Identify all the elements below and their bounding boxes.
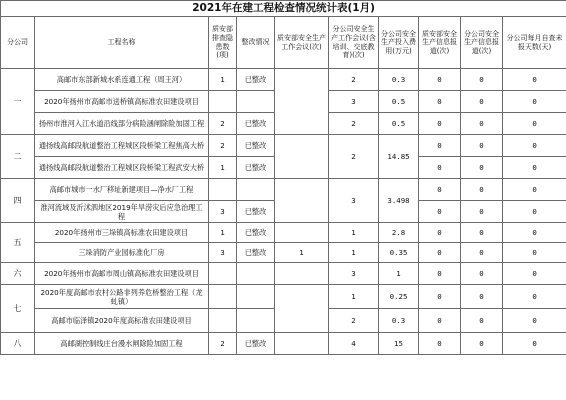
investment: 2.8 bbox=[379, 223, 419, 243]
safety-reports: 0 bbox=[419, 285, 461, 309]
rectify-status: 已整改 bbox=[237, 157, 275, 179]
project-name: 高邮湖控制线庄台漫水闸除险加固工程 bbox=[35, 333, 209, 355]
project-name: 2020年扬州市三垛镇高标准农田建设项目 bbox=[35, 223, 209, 243]
table-row bbox=[1, 135, 566, 157]
project-name: 扬州市淮河入江水道沿线部分病险涵闸除险加固工程 bbox=[35, 113, 209, 135]
investment: 1 bbox=[379, 263, 419, 285]
hazard-count bbox=[209, 91, 237, 113]
branch-meetings: 3 bbox=[329, 91, 379, 113]
project-name: 通扬线高邮段航道整治工程城区段桥梁工程焦高大桥 bbox=[35, 135, 209, 157]
hazard-count: 2 bbox=[209, 333, 237, 355]
project-name: 2020年度高邮市农村公路非列养危桥整治工程（龙虬镇） bbox=[35, 285, 209, 309]
header-investment: 分公司安全生产投入费用(万元) bbox=[379, 17, 419, 69]
branch-meetings: 3 bbox=[329, 263, 379, 285]
investment: 3.498 bbox=[379, 179, 419, 223]
branch-reports: 0 bbox=[461, 333, 503, 355]
safety-reports: 0 bbox=[419, 179, 461, 201]
investment: 15 bbox=[379, 333, 419, 355]
safety-reports: 0 bbox=[419, 263, 461, 285]
branch-reports: 0 bbox=[461, 309, 503, 333]
project-name: 三垛消防产业园标准化厂房 bbox=[35, 243, 209, 263]
hazard-count: 2 bbox=[209, 135, 237, 157]
investment: 0.3 bbox=[379, 69, 419, 91]
no-report-days: 0 bbox=[503, 333, 566, 355]
header-safety-meetings: 质安部安全生产工作会议(次) bbox=[275, 17, 329, 69]
rectify-status bbox=[237, 285, 275, 309]
investment: 0.25 bbox=[379, 285, 419, 309]
branch-meetings: 2 bbox=[329, 113, 379, 135]
no-report-days: 0 bbox=[503, 113, 566, 135]
safety-reports: 0 bbox=[419, 135, 461, 157]
branch-meetings: 1 bbox=[329, 223, 379, 243]
header-hazards: 质安部排查隐患数(项) bbox=[209, 17, 237, 69]
branch-reports: 0 bbox=[461, 223, 503, 243]
safety-meetings bbox=[275, 69, 329, 135]
header-no-report-days: 分公司每月自查未报天数(天) bbox=[503, 17, 566, 69]
hazard-count: 3 bbox=[209, 201, 237, 223]
table-row bbox=[1, 285, 566, 309]
investment: 14.85 bbox=[379, 135, 419, 179]
header-branch: 分公司 bbox=[1, 17, 35, 69]
branch-reports: 0 bbox=[461, 179, 503, 201]
project-name: 2020年扬州市高邮市周山镇高标准农田建设项目 bbox=[35, 263, 209, 285]
safety-reports: 0 bbox=[419, 91, 461, 113]
investment: 0.5 bbox=[379, 91, 419, 113]
hazard-count: 3 bbox=[209, 243, 237, 263]
table-row bbox=[1, 179, 566, 201]
branch-reports: 0 bbox=[461, 69, 503, 91]
table-row bbox=[1, 69, 566, 91]
branch-meetings: 1 bbox=[329, 285, 379, 309]
no-report-days: 0 bbox=[503, 91, 566, 113]
branch-meetings: 2 bbox=[329, 309, 379, 333]
no-report-days: 0 bbox=[503, 243, 566, 263]
no-report-days: 0 bbox=[503, 157, 566, 179]
rectify-status bbox=[237, 179, 275, 201]
safety-meetings bbox=[275, 223, 329, 243]
branch-cell: 二 bbox=[1, 135, 35, 179]
header-rectify: 整改情况 bbox=[237, 17, 275, 69]
branch-meetings: 1 bbox=[329, 243, 379, 263]
branch-meetings: 4 bbox=[329, 333, 379, 355]
rectify-status: 已整改 bbox=[237, 243, 275, 263]
safety-reports: 0 bbox=[419, 223, 461, 243]
rectify-status bbox=[237, 309, 275, 333]
safety-reports: 0 bbox=[419, 309, 461, 333]
hazard-count: 2 bbox=[209, 113, 237, 135]
branch-cell: 八 bbox=[1, 333, 35, 355]
branch-cell: 六 bbox=[1, 263, 35, 285]
no-report-days: 0 bbox=[503, 179, 566, 201]
rectify-status: 已整改 bbox=[237, 135, 275, 157]
project-name: 高邮市东部新城水系连通工程（周王河） bbox=[35, 69, 209, 91]
safety-meetings bbox=[275, 263, 329, 285]
project-name: 2020年扬州市高邮市送桥镇高标准农田建设项目 bbox=[35, 91, 209, 113]
rectify-status: 已整改 bbox=[237, 223, 275, 243]
branch-cell: 一 bbox=[1, 69, 35, 135]
project-name: 通扬线高邮段航道整治工程城区段桥梁工程武安大桥 bbox=[35, 157, 209, 179]
header-branch-meetings: 分公司安全生产工作会议(含培训、交底教育)(次) bbox=[329, 17, 379, 69]
safety-reports: 0 bbox=[419, 157, 461, 179]
safety-reports: 0 bbox=[419, 333, 461, 355]
table-title: 2021年在建工程检查情况统计表(1月) bbox=[1, 1, 566, 17]
investment: 0.35 bbox=[379, 243, 419, 263]
branch-reports: 0 bbox=[461, 91, 503, 113]
branch-reports: 0 bbox=[461, 243, 503, 263]
safety-meetings bbox=[275, 135, 329, 179]
safety-meetings bbox=[275, 333, 329, 355]
branch-meetings: 2 bbox=[329, 135, 379, 179]
branch-reports: 0 bbox=[461, 157, 503, 179]
branch-reports: 0 bbox=[461, 135, 503, 157]
no-report-days: 0 bbox=[503, 69, 566, 91]
table-row bbox=[1, 243, 566, 263]
no-report-days: 0 bbox=[503, 135, 566, 157]
hazard-count: 1 bbox=[209, 69, 237, 91]
project-name: 高邮市临泽镇2020年度高标准农田建设项目 bbox=[35, 309, 209, 333]
table-row bbox=[1, 333, 566, 355]
investment: 0.3 bbox=[379, 309, 419, 333]
rectify-status: 已整改 bbox=[237, 113, 275, 135]
header-project-name: 工程名称 bbox=[35, 17, 209, 69]
header-branch-reports: 分公司安全生产信息报道(次) bbox=[461, 17, 503, 69]
project-name: 高邮市城市一水厂移址新建项目—净水厂工程 bbox=[35, 179, 209, 201]
no-report-days: 0 bbox=[503, 223, 566, 243]
investment: 0.5 bbox=[379, 113, 419, 135]
branch-reports: 0 bbox=[461, 201, 503, 223]
no-report-days: 0 bbox=[503, 309, 566, 333]
table-row bbox=[1, 263, 566, 285]
rectify-status: 已整改 bbox=[237, 69, 275, 91]
hazard-count bbox=[209, 285, 237, 309]
branch-cell: 七 bbox=[1, 285, 35, 333]
branch-reports: 0 bbox=[461, 113, 503, 135]
project-name: 淮河流域及沂沭泗地区2019年旱涝灾后应急治理工程 bbox=[35, 201, 209, 223]
no-report-days: 0 bbox=[503, 263, 566, 285]
branch-cell: 五 bbox=[1, 223, 35, 263]
safety-meetings bbox=[275, 179, 329, 223]
safety-meetings: 1 bbox=[275, 243, 329, 263]
branch-cell: 四 bbox=[1, 179, 35, 223]
branch-reports: 0 bbox=[461, 263, 503, 285]
hazard-count bbox=[209, 263, 237, 285]
safety-reports: 0 bbox=[419, 201, 461, 223]
hazard-count bbox=[209, 309, 237, 333]
hazard-count: 1 bbox=[209, 157, 237, 179]
table-row bbox=[1, 223, 566, 243]
rectify-status: 已整改 bbox=[237, 333, 275, 355]
safety-reports: 0 bbox=[419, 69, 461, 91]
safety-reports: 0 bbox=[419, 113, 461, 135]
header-safety-reports: 质安部安全生产信息报道(次) bbox=[419, 17, 461, 69]
safety-reports: 0 bbox=[419, 243, 461, 263]
no-report-days: 0 bbox=[503, 201, 566, 223]
rectify-status: 已整改 bbox=[237, 201, 275, 223]
hazard-count: 1 bbox=[209, 223, 237, 243]
branch-meetings: 3 bbox=[329, 179, 379, 223]
rectify-status bbox=[237, 91, 275, 113]
rectify-status bbox=[237, 263, 275, 285]
no-report-days: 0 bbox=[503, 285, 566, 309]
hazard-count bbox=[209, 179, 237, 201]
branch-meetings: 2 bbox=[329, 69, 379, 91]
branch-reports: 0 bbox=[461, 285, 503, 309]
safety-meetings bbox=[275, 285, 329, 333]
